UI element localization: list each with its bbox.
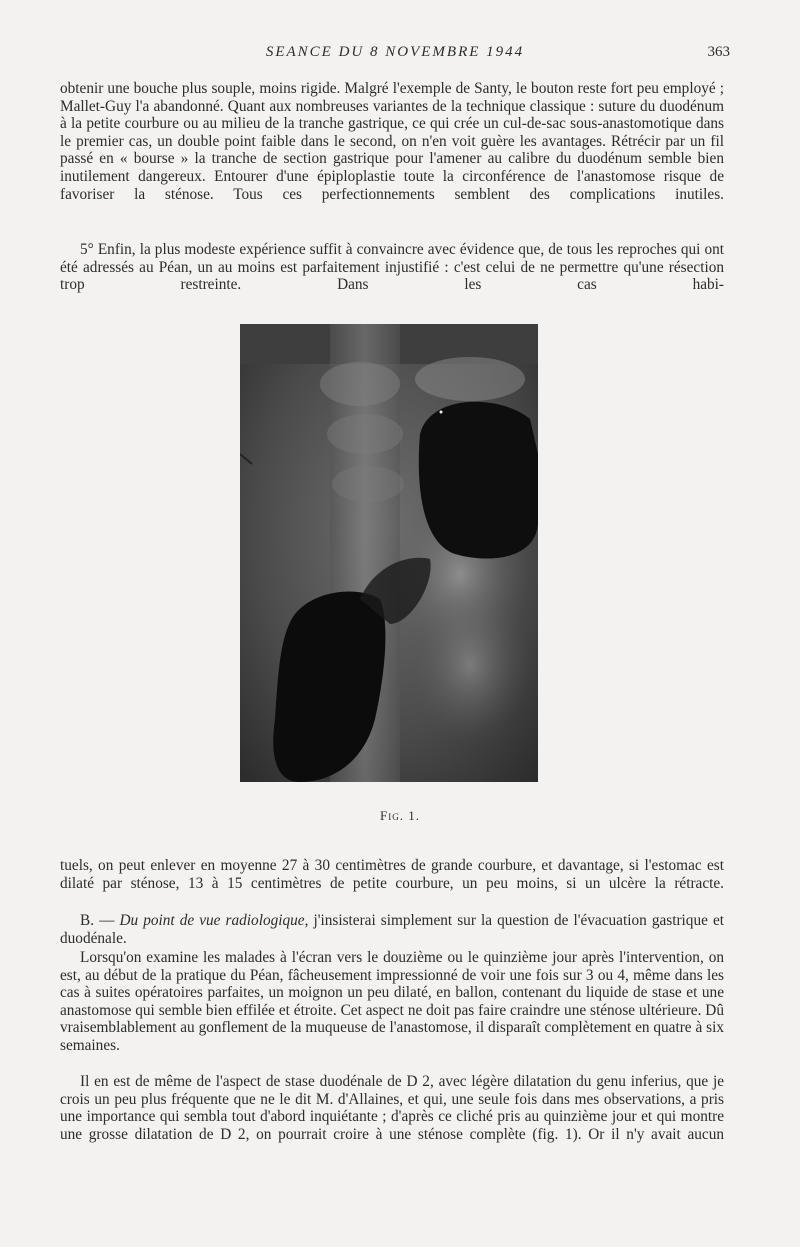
running-title: SEANCE DU 8 NOVEMBRE 1944 [265, 44, 525, 60]
page-number: 363 [707, 44, 730, 60]
paragraph-continuation: tuels, on peut enlever en moyenne 27 à 30 centimètres de grande courbure, et davantage, si l'estomac est dilaté par sténose, 13 à 15 centimètres de petite courbure, un peu moins, si un ulcère la rétracte. [60, 857, 724, 892]
figure-caption: Fig. 1. [380, 808, 420, 823]
paragraph-point-5: 5° Enfin, la plus modeste expérience suffit à convaincre avec évidence que, de tous les reproches qui ont été adressés au Péan, un au moins est parfaitement injustifié : c'est celui de ne permettre qu'une résection trop restreinte. Dans les cas habi- [60, 241, 724, 294]
radiograph-image [240, 324, 538, 782]
section-b-title: Du point de vue radiologique [119, 912, 305, 929]
paragraph-duodenal-stasis: Il en est de même de l'aspect de stase duodénale de D 2, avec légère dilatation du genu inferius, que je crois un peu plus fréquente que ne le dit M. d'Allaines, et qui, une seule fois dans mes observations, a pris une importance qui sembla tout d'abord inquiétante ; d'après ce cliché pris au quinzième jour et qui montre une grosse dilatation de D 2, on pourrait croire à une sténose complète (fig. 1). Or il n'y avait aucun [60, 1073, 724, 1143]
section-b-label: B. — [80, 912, 120, 929]
section-b-text: , j'insisterai simplement sur la question de l'évacuation gastrique et duodénale. [60, 912, 724, 947]
paragraph-section-b [60, 912, 724, 947]
paragraph-radiology-exam: Lorsqu'on examine les malades à l'écran vers le douzième ou le quinzième jour après l'intervention, on est, au début de la pratique du Péan, fâcheusement impressionné de voir une fois sur 3 ou 4, même dans les cas à suites opératoires parfaites, un moignon un peu dilaté, en ballon, contenant du liquide de stase et une anastomose qui semble bien effilée et étroite. Cet aspect ne doit pas faire craindre une sténose ultérieure. Dû vraisemblablement au gonflement de la muqueuse de l'anastomose, il disparaît complètement en quatre à six semaines. [60, 949, 724, 1054]
radiograph-figure [240, 324, 538, 782]
running-head [60, 44, 730, 66]
paragraph-continued: obtenir une bouche plus souple, moins rigide. Malgré l'exemple de Santy, le bouton reste fort peu employé ; Mallet-Guy l'a abandonné. Quant aux nombreuses variantes de la technique classique : suture du duodénum à la petite courbure ou au milieu de la tranche gastrique, ce qui crée un cul-de-sac sous-anastomotique dans le premier cas, un double point faible dans le second, on n'en voit guère les avantages. Rétrécir par un fil passé en « bourse » la tranche de section gastrique pour l'amener au calibre du duodénum semble bien inutilement dangereux. Entourer d'une épiploplastie toute la circonférence de l'anastomose risque de favoriser la sténose. Tous ces perfectionnements semblent des complications inutiles. [60, 80, 724, 203]
